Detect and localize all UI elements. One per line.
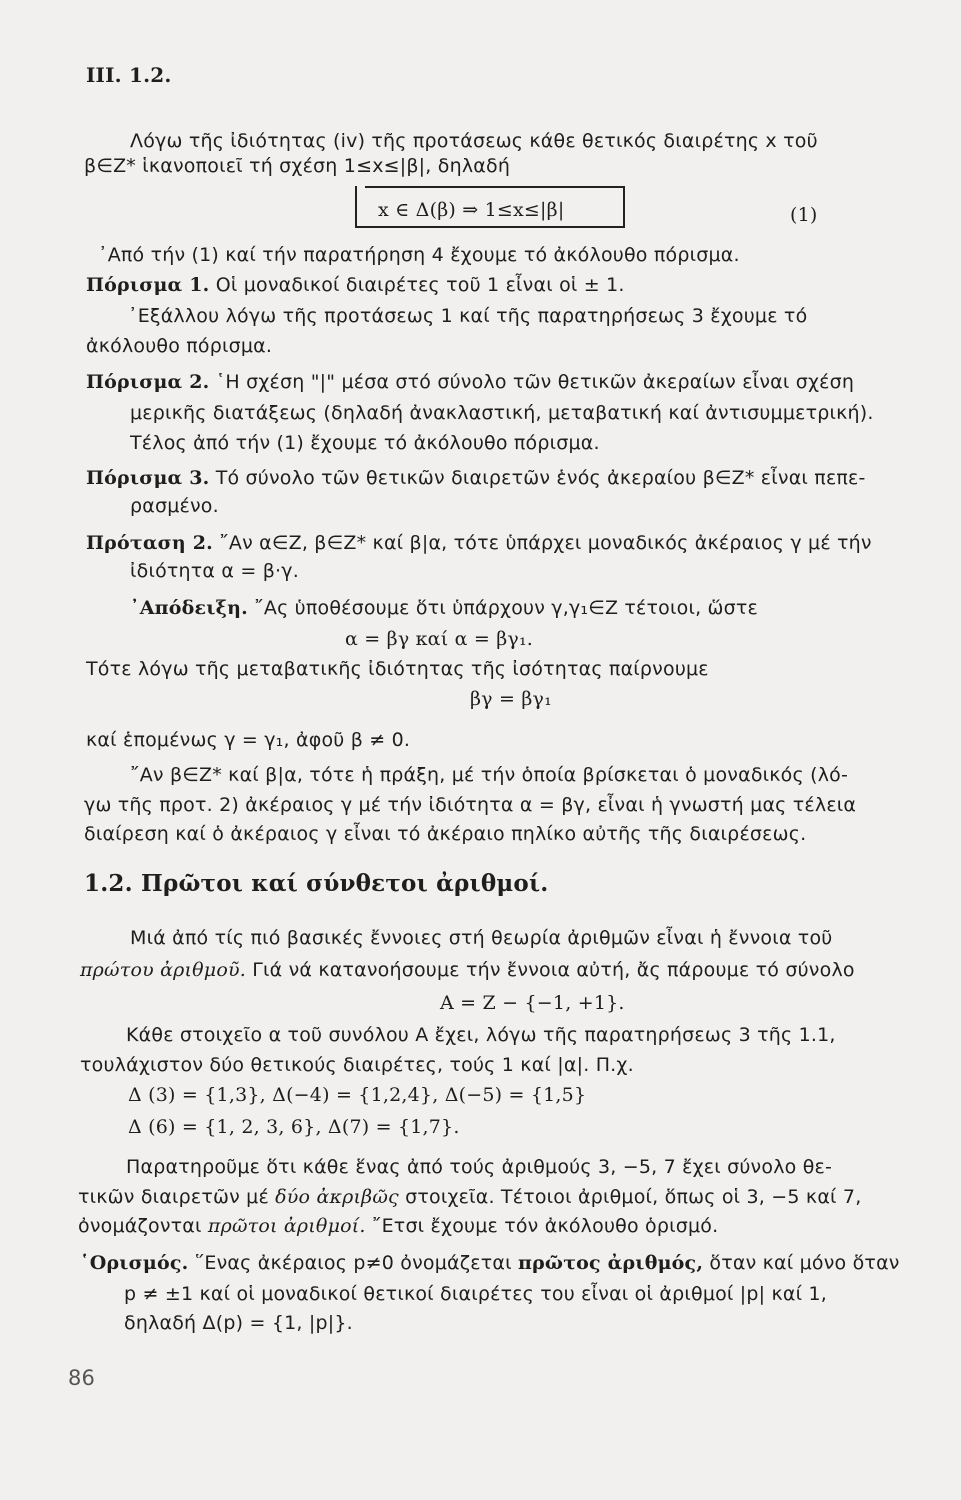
text-line: Λόγω τῆς ἰδιότητας (iv) τῆς προτάσεως κάθε θετικός διαιρέτης x τοῦ	[130, 130, 818, 152]
corollary-label: Πόρισμα 3.	[86, 467, 210, 489]
corollary-3	[86, 465, 866, 491]
definition	[80, 1250, 900, 1276]
text-line: ᾿Από τήν (1) καί τήν παρατήρηση 4 ἔχουμε τό ἀκόλουθο πόρισμα.	[98, 244, 740, 266]
corollary-label: Πόρισμα 1.	[86, 274, 210, 296]
proposition-text: ῎Αν α∈Z, β∈Z* καί β|α, τότε ὑπάρχει μοναδικός ἀκέραιος γ μέ τήν	[219, 532, 872, 554]
proof	[130, 595, 758, 621]
text-line: τουλάχιστον δύο θετικούς διαιρέτες, τούς 1 καί |α|. Π.χ.	[80, 1054, 634, 1076]
corollary-text: Οἱ μοναδικοί διαιρέτες τοῦ 1 εἶναι οἱ ± 1.	[215, 274, 625, 296]
chapter-header: III. 1.2.	[86, 63, 172, 87]
proposition-2	[86, 530, 872, 556]
text-line: ἀκόλουθο πόρισμα.	[86, 335, 273, 357]
corollary-2	[86, 369, 854, 395]
proof-label: ᾿Απόδειξη.	[130, 597, 248, 619]
italic-term: πρῶτοι ἀριθμοί.	[207, 1215, 366, 1237]
text-line: καί ἑπομένως γ = γ₁, ἀφοῦ β ≠ 0.	[86, 729, 411, 751]
text-span: στοιχεῖα. Τέτοιοι ἀριθμοί, ὅπως οἱ 3, −5 καί 7,	[398, 1186, 862, 1208]
proof-text: ῎Ας ὑποθέσουμε ὅτι ὑπάρχουν γ,γ₁∈Z τέτοιοι, ὥστε	[254, 597, 759, 619]
equation: Δ (3) = {1,3}, Δ(−4) = {1,2,4}, Δ(−5) = {1,5}	[128, 1084, 587, 1106]
section-title: 1.2. Πρῶτοι καί σύνθετοι ἀριθμοί.	[84, 870, 549, 897]
text-span: ῞Ενας ἀκέραιος p≠0 ὀνομάζεται	[188, 1252, 518, 1274]
boxed-formula: x ∈ Δ(β) ⇒ 1≤x≤|β|	[378, 199, 565, 221]
equation: A = Z − {−1, +1}.	[440, 992, 625, 1014]
italic-term: πρώτου ἀριθμοῦ.	[80, 959, 246, 981]
equation: Δ (6) = {1, 2, 3, 6}, Δ(7) = {1,7}.	[128, 1116, 460, 1138]
text-span: ῎Ετσι ἔχουμε τόν ἀκόλουθο ὁρισμό.	[365, 1215, 719, 1237]
page-number: 86	[68, 1366, 96, 1390]
text-line: ἰδιότητα α = β·γ.	[130, 560, 299, 582]
text-line: Κάθε στοιχεῖο α τοῦ συνόλου A ἔχει, λόγω τῆς παρατηρήσεως 3 τῆς 1.1,	[126, 1024, 836, 1046]
text-span: ὀνομάζονται	[78, 1215, 208, 1237]
equation-label: (1)	[790, 204, 818, 226]
text-line: δηλαδή Δ(p) = {1, |p|}.	[124, 1312, 353, 1334]
corollary-label: Πόρισμα 2.	[86, 371, 210, 393]
text-line: β∈Z* ἱκανοποιεῖ τή σχέση 1≤x≤|β|, δηλαδή	[84, 155, 511, 177]
text-line	[78, 1184, 861, 1210]
text-line	[78, 1213, 718, 1239]
equation: βγ = βγ₁	[470, 688, 552, 710]
bold-term: πρῶτος ἀριθμός,	[517, 1252, 704, 1274]
text-line	[80, 957, 855, 983]
text-span: ὅταν καί μόνο ὅταν	[703, 1252, 900, 1274]
text-span: τικῶν διαιρετῶν μέ	[78, 1186, 276, 1208]
corollary-1	[86, 272, 625, 298]
text-line: γω τῆς προτ. 2) ἀκέραιος γ μέ τήν ἰδιότητα α = βγ, εἶναι ἡ γνωστή μας τέλεια	[84, 794, 857, 816]
text-line: διαίρεση καί ὁ ἀκέραιος γ εἶναι τό ἀκέραιο πηλίκο αὐτῆς τῆς διαιρέσεως.	[84, 823, 807, 845]
text-line: ῎Αν β∈Z* καί β|α, τότε ἡ πράξη, μέ τήν ὁποία βρίσκεται ὁ μοναδικός (λό-	[130, 764, 849, 786]
corollary-text: ῾Η σχέση "|" μέσα στό σύνολο τῶν θετικῶν ἀκεραίων εἶναι σχέση	[215, 371, 855, 393]
proposition-label: Πρόταση 2.	[86, 532, 213, 554]
text-line: ᾿Εξάλλου λόγω τῆς προτάσεως 1 καί τῆς παρατηρήσεως 3 ἔχουμε τό	[128, 305, 808, 327]
text-line: μερικῆς διατάξεως (δηλαδή ἀνακλαστική, μεταβατική καί ἀντισυμμετρική).	[130, 402, 874, 424]
text-span: Γιά νά κατανοήσουμε τήν ἔννοια αὐτή, ἄς πάρουμε τό σύνολο	[245, 959, 855, 981]
text-line: Τότε λόγω τῆς μεταβατικῆς ἰδιότητας τῆς ἰσότητας παίρνουμε	[86, 658, 709, 680]
text-line: ρασμένο.	[130, 495, 219, 517]
italic-term: δύο ἀκριβῶς	[275, 1186, 399, 1208]
text-line: Παρατηροῦμε ὅτι κάθε ἕνας ἀπό τούς ἀριθμούς 3, −5, 7 ἔχει σύνολο θε-	[126, 1156, 833, 1178]
text-line: Μιά ἀπό τίς πιό βασικές ἔννοιες στή θεωρία ἀριθμῶν εἶναι ἡ ἔννοια τοῦ	[130, 927, 833, 949]
text-line: Τέλος ἀπό τήν (1) ἔχουμε τό ἀκόλουθο πόρισμα.	[130, 432, 600, 454]
definition-label: ῾Ορισμός.	[80, 1252, 189, 1274]
text-line: p ≠ ±1 καί οἱ μοναδικοί θετικοί διαιρέτες του εἶναι οἱ ἀριθμοί |p| καί 1,	[124, 1283, 828, 1305]
equation: α = βγ καί α = βγ₁.	[345, 628, 534, 650]
corollary-text: Τό σύνολο τῶν θετικῶν διαιρετῶν ἑνός ἀκεραίου β∈Z* εἶναι πεπε-	[215, 467, 866, 489]
